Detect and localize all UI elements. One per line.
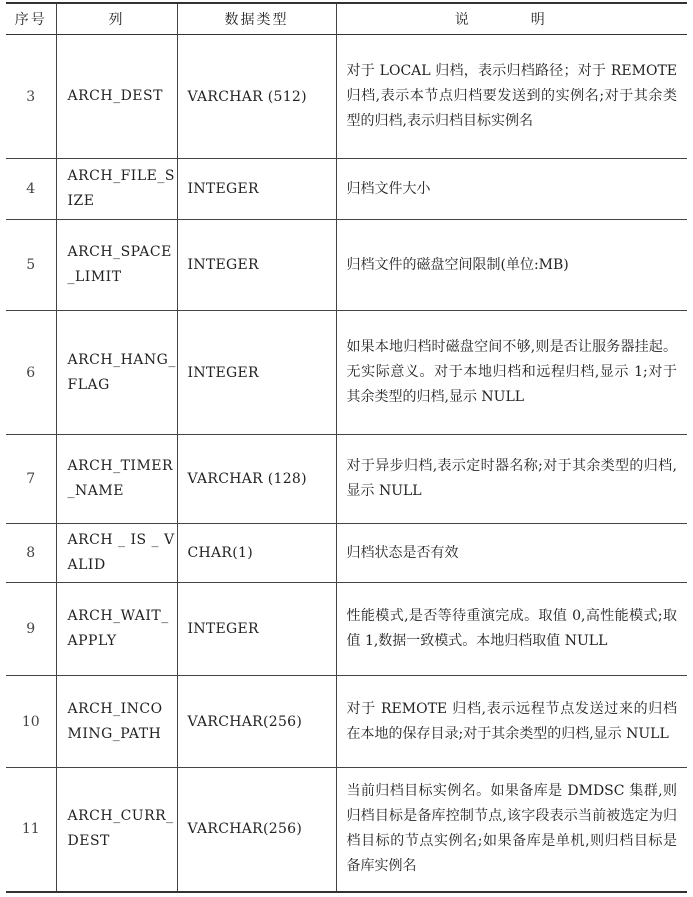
row-column-name: ARCH_HANG_FLAG bbox=[56, 311, 177, 435]
row-index: 7 bbox=[26, 471, 36, 487]
column-table bbox=[6, 2, 687, 893]
table-row bbox=[6, 676, 687, 768]
row-data-type: INTEGER bbox=[177, 583, 336, 676]
row-description: 性能模式,是否等待重演完成。取值 0,高性能模式;取值 1,数据一致模式。本地归档取值 NULL bbox=[336, 583, 687, 676]
table-row bbox=[6, 311, 687, 435]
row-column-name: ARCH_FILE_SIZE bbox=[56, 159, 177, 220]
row-index: 3 bbox=[26, 88, 36, 105]
row-column-name: ARCH_TIMER_NAME bbox=[56, 435, 177, 524]
row-description: 如果本地归档时磁盘空间不够,则是否让服务器挂起。无实际意义。对于本地归档和远程归档,显示 1;对于其余类型的归档,显示 NULL bbox=[336, 311, 687, 435]
row-index: 10 bbox=[21, 713, 40, 730]
document-page bbox=[6, 2, 687, 893]
row-index: 5 bbox=[26, 257, 36, 273]
row-column-name: ARCH_INCOMING_PATH bbox=[56, 676, 177, 768]
row-data-type: INTEGER bbox=[177, 220, 336, 311]
table-row bbox=[6, 35, 687, 159]
row-index: 4 bbox=[26, 181, 36, 197]
table-row bbox=[6, 435, 687, 524]
row-index: 11 bbox=[21, 821, 40, 838]
header-index: 序号 bbox=[14, 12, 47, 28]
header-datatype: 数据类型 bbox=[177, 3, 336, 35]
header-description: 说 明 bbox=[336, 3, 687, 35]
row-description: 对于 REMOTE 归档,表示远程节点发送过来的归档在本地的保存目录;对于其余类型的归档,显示 NULL bbox=[336, 676, 687, 768]
row-column-name: ARCH_WAIT_APPLY bbox=[56, 583, 177, 676]
table-row bbox=[6, 524, 687, 583]
row-description: 对于异步归档,表示定时器名称;对于其余类型的归档,显示 NULL bbox=[336, 435, 687, 524]
table-row bbox=[6, 768, 687, 892]
table-row bbox=[6, 159, 687, 220]
table-row bbox=[6, 583, 687, 676]
row-data-type: VARCHAR (512) bbox=[177, 35, 336, 159]
table-row bbox=[6, 220, 687, 311]
row-description: 归档状态是否有效 bbox=[336, 524, 687, 583]
header-column: 列 bbox=[56, 3, 177, 35]
row-description: 归档文件大小 bbox=[336, 159, 687, 220]
table-header-row bbox=[6, 3, 687, 35]
row-index: 9 bbox=[26, 621, 36, 637]
row-data-type: INTEGER bbox=[177, 311, 336, 435]
row-column-name: ARCH_SPACE_LIMIT bbox=[56, 220, 177, 311]
row-data-type: VARCHAR(256) bbox=[177, 768, 336, 892]
row-index: 8 bbox=[26, 545, 36, 561]
row-data-type: INTEGER bbox=[177, 159, 336, 220]
row-data-type: CHAR(1) bbox=[177, 524, 336, 583]
row-description: 当前归档目标实例名。如果备库是 DMDSC 集群,则归档目标是备库控制节点,该字段表示当前被选定为归档目标的节点实例名;如果备库是单机,则归档目标是备库实例名 bbox=[336, 768, 687, 892]
row-description: 归档文件的磁盘空间限制(单位:MB) bbox=[336, 220, 687, 311]
row-data-type: VARCHAR (128) bbox=[177, 435, 336, 524]
row-index: 6 bbox=[26, 364, 36, 381]
row-column-name: ARCH_CURR_DEST bbox=[56, 768, 177, 892]
row-data-type: VARCHAR(256) bbox=[177, 676, 336, 768]
row-column-name: ARCH _ IS _ VALID bbox=[56, 524, 177, 583]
row-column-name: ARCH_DEST bbox=[56, 35, 177, 159]
row-description: 对于 LOCAL 归档，表示归档路径；对于 REMOTE 归档,表示本节点归档要发送到的实例名;对于其余类型的归档,表示归档目标实例名 bbox=[336, 35, 687, 159]
